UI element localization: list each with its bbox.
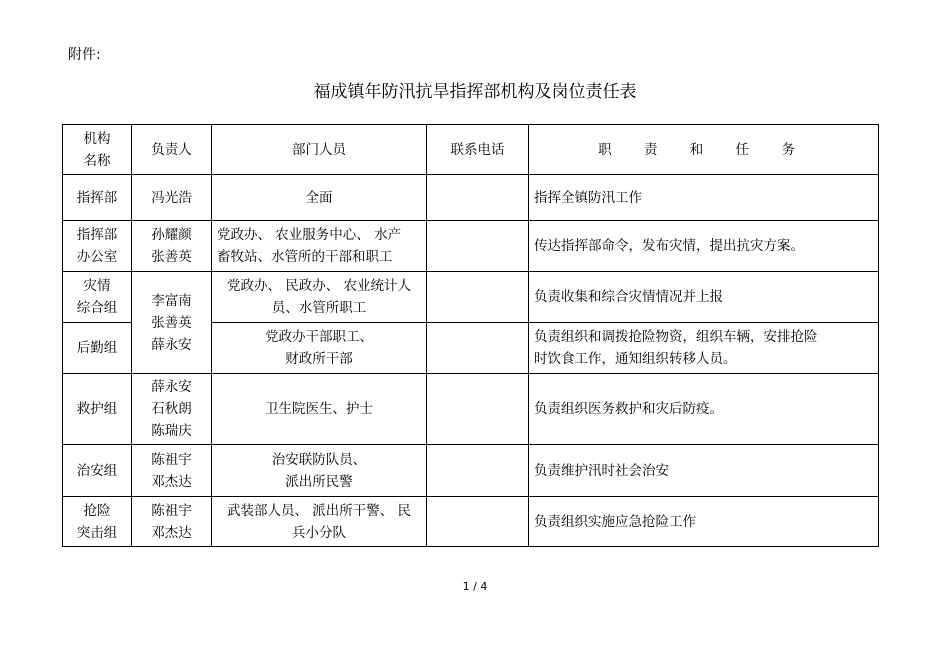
phone-cell <box>427 374 529 445</box>
phone-cell <box>427 445 529 497</box>
duties-line: 时饮食工作，通知组织转移人员。 <box>534 351 737 367</box>
duties-line: 负责维护汛时社会治安 <box>534 462 669 479</box>
staff-line: 财政所干部 <box>285 351 353 367</box>
page-indicator: 1 / 4 <box>462 580 488 593</box>
leader-name: 冯光浩 <box>151 189 192 206</box>
staff-cell <box>212 221 427 272</box>
duties-line: 负责组织实施应急抢险工作 <box>534 513 696 530</box>
phone-cell <box>427 175 529 221</box>
duties-cell <box>529 497 879 547</box>
leader-cell <box>132 221 212 272</box>
leader-name: 张善英 <box>151 314 192 331</box>
staff-cell <box>212 497 427 547</box>
phone-cell <box>427 323 529 374</box>
leader-name: 孙耀颜 <box>151 227 192 243</box>
attachment-label: 附件: <box>68 47 101 63</box>
leader-cell <box>132 497 212 547</box>
duties-cell <box>529 272 879 323</box>
header-duties: 职 责 和 任 务 <box>529 125 879 175</box>
org-line: 办公室 <box>76 249 118 265</box>
leader-name: 张善英 <box>151 249 192 265</box>
leader-cell <box>132 175 212 221</box>
responsibility-table <box>62 124 879 547</box>
leader-name: 陈瑞庆 <box>151 423 192 439</box>
table-row <box>63 497 879 547</box>
header-phone: 联系电话 <box>427 125 529 175</box>
staff-line: 治安联防队员、 <box>271 451 367 468</box>
phone-cell <box>427 221 529 272</box>
staff-cell <box>212 374 427 445</box>
staff-cell <box>212 445 427 497</box>
org-cell <box>63 221 132 272</box>
staff-line: 兵小分队 <box>292 524 346 541</box>
table-row <box>63 445 879 497</box>
duties-line: 指挥全镇防汛工作 <box>534 189 642 206</box>
org-cell <box>63 175 132 221</box>
staff-line: 员、水管所职工 <box>271 300 367 316</box>
staff-line: 全面 <box>305 189 333 206</box>
duties-cell <box>529 323 879 374</box>
staff-line: 党政办干部职工、 <box>265 329 373 345</box>
org-cell <box>63 445 132 497</box>
duties-cell <box>529 445 879 497</box>
leader-name: 陈祖宇 <box>151 502 192 519</box>
staff-cell <box>212 323 427 374</box>
org-line: 救护组 <box>76 401 118 417</box>
duties-line: 负责收集和综合灾情情况并上报 <box>534 289 723 305</box>
leader-name: 李富南 <box>151 292 192 309</box>
staff-line: 党政办、 农业服务中心、 水产 <box>217 227 402 243</box>
duties-cell <box>529 175 879 221</box>
leader-name: 石秋朗 <box>151 401 192 417</box>
table-row <box>63 175 879 221</box>
staff-line: 党政办、 民政办、 农业统计人 <box>226 278 412 294</box>
org-cell <box>63 497 132 547</box>
table-row <box>63 221 879 272</box>
duties-line: 传达指挥部命令，发布灾情，提出抗灾方案。 <box>534 238 804 254</box>
org-cell <box>63 374 132 445</box>
table-header-row <box>63 125 879 175</box>
header-staff: 部门人员 <box>212 125 427 175</box>
org-cell <box>63 272 132 323</box>
phone-cell <box>427 497 529 547</box>
org-line: 综合组 <box>76 300 118 316</box>
header-org-name-line: 机构 <box>83 130 111 147</box>
org-line: 指挥部 <box>76 227 118 243</box>
header-org-name <box>63 125 132 175</box>
leader-name: 薛永安 <box>151 336 192 353</box>
leader-cell <box>132 445 212 497</box>
leader-name: 陈祖宇 <box>151 451 192 468</box>
duties-line: 负责组织医务救护和灾后防疫。 <box>534 401 723 417</box>
staff-line: 畜牧站、水管所的干部和职工 <box>217 249 393 265</box>
staff-line: 卫生院医生、护士 <box>265 401 373 417</box>
staff-cell <box>212 272 427 323</box>
duties-cell <box>529 374 879 445</box>
header-leader: 负责人 <box>132 125 212 175</box>
leader-cell <box>132 374 212 445</box>
leader-name: 邓杰达 <box>151 524 192 541</box>
duties-line: 负责组织和调拨抢险物资，组织车辆，安排抢险 <box>534 329 818 345</box>
org-line: 突击组 <box>76 524 118 541</box>
leader-name: 薛永安 <box>151 379 192 395</box>
phone-cell <box>427 272 529 323</box>
staff-line: 武装部人员、 派出所干警、 民 <box>226 502 412 519</box>
table-row <box>63 374 879 445</box>
table-row <box>63 272 879 323</box>
staff-line: 派出所民警 <box>285 473 353 490</box>
org-line: 指挥部 <box>76 189 118 206</box>
document-title: 福成镇年防汛抗旱指挥部机构及岗位责任表 <box>313 82 637 102</box>
leader-name: 邓杰达 <box>151 473 192 490</box>
org-line: 灾情 <box>83 278 111 294</box>
org-line: 治安组 <box>76 462 118 479</box>
leader-cell <box>132 272 212 374</box>
duties-cell <box>529 221 879 272</box>
header-org-name-line: 名称 <box>83 152 111 169</box>
org-line: 抢险 <box>83 502 111 519</box>
staff-cell <box>212 175 427 221</box>
org-line: 后勤组 <box>76 340 118 356</box>
org-cell <box>63 323 132 374</box>
